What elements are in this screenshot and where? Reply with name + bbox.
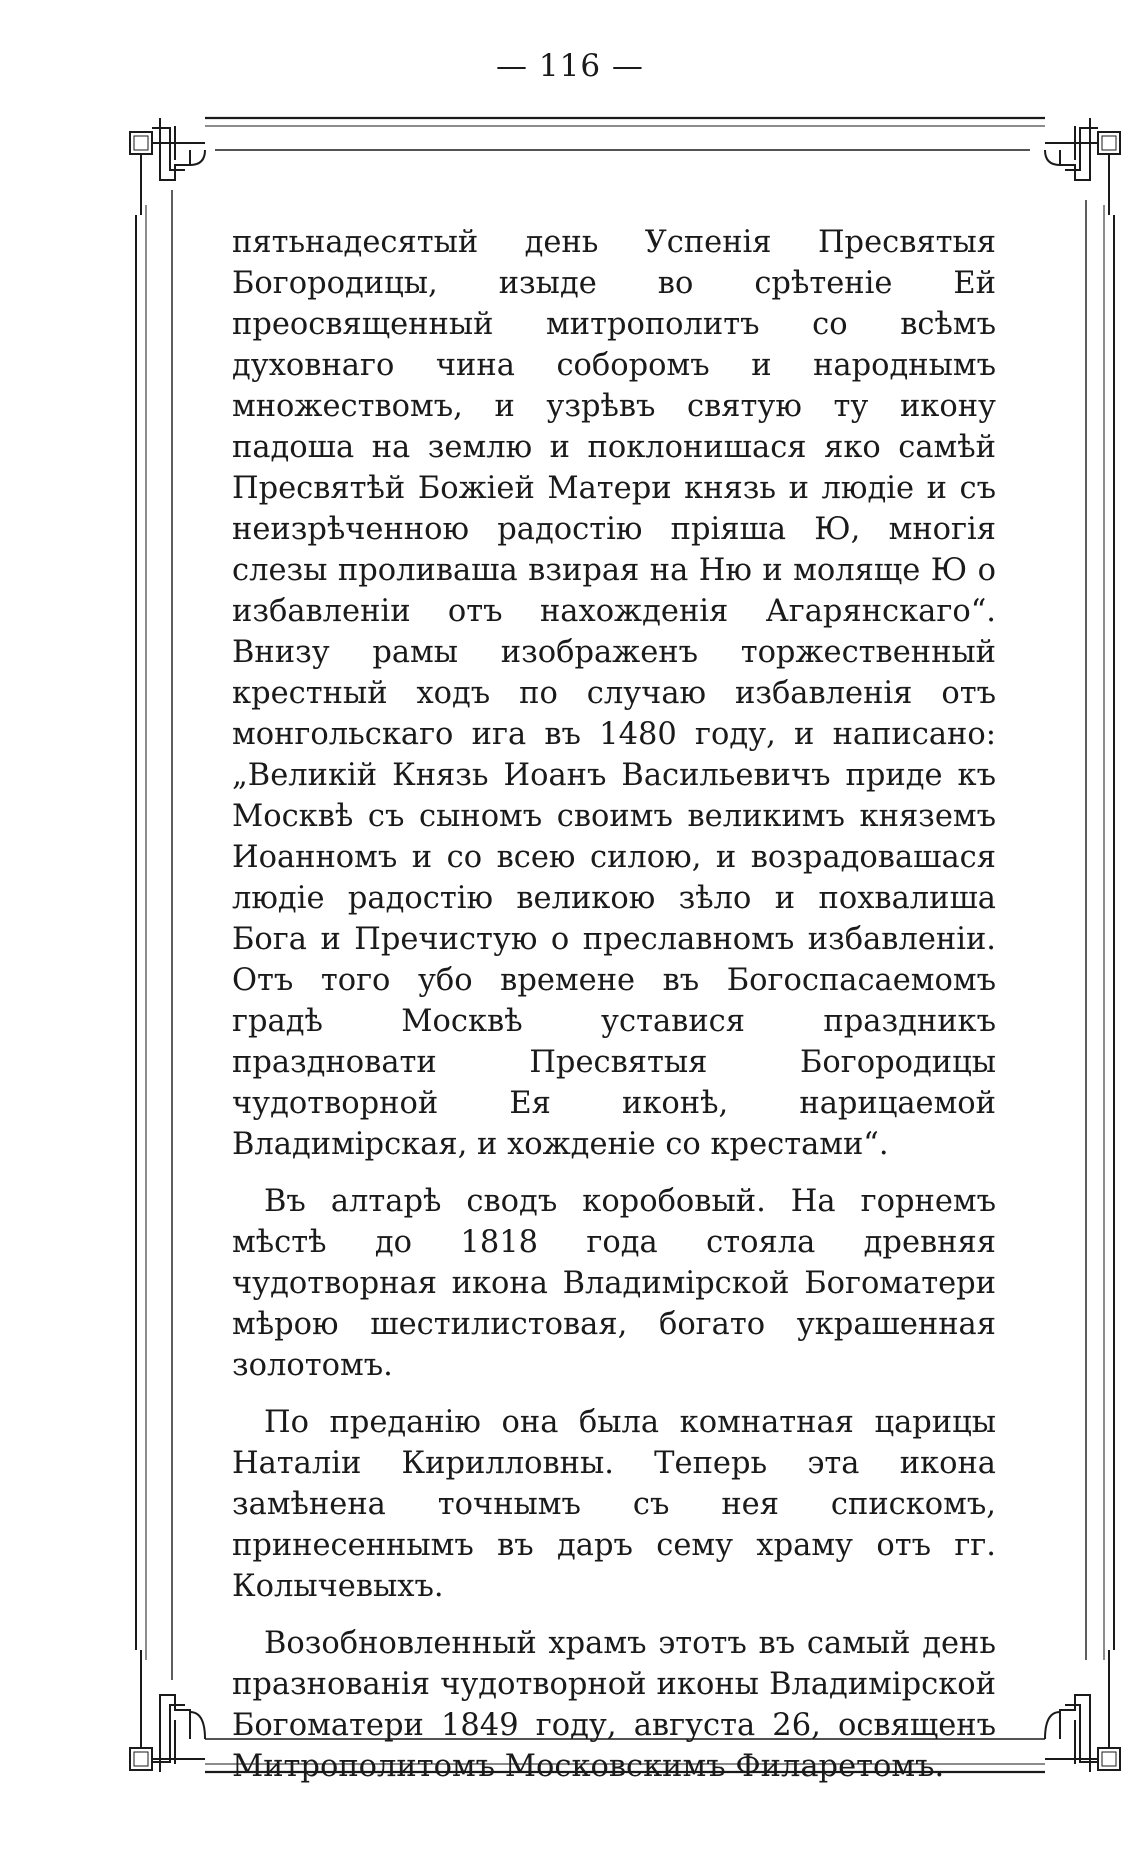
corner-ornament-bottom-left bbox=[130, 1650, 205, 1772]
corner-ornament-top-right bbox=[1045, 118, 1120, 215]
corner-ornament-bottom-right bbox=[1045, 1650, 1120, 1772]
page-number: — 116 — bbox=[496, 48, 644, 84]
paragraph-altar: Въ алтарѣ сводъ коробовый. На горнемъ мѣстѣ до 1818 года стояла древняя чудотворная икона Владимірской Богоматери мѣрою шестилистовая, богато украшенная золотомъ. bbox=[232, 1184, 996, 1383]
paragraph-consecration: Возобновленный храмъ этотъ въ самый день празнованія чудотворной иконы Владимірской Богоматери 1849 году, августа 26, освященъ Митрополитомъ Московскимъ Филаретомъ. bbox=[232, 1626, 996, 1784]
corner-ornament-top-left bbox=[130, 118, 205, 215]
page-text bbox=[232, 222, 996, 1787]
paragraph-tradition: По преданію она была комнатная царицы Наталіи Кирилловны. Теперь эта икона замѣнена точнымъ съ нея спискомъ, принесеннымъ въ даръ сему храму отъ гг. Колычевыхъ. bbox=[232, 1405, 996, 1604]
paragraph-continuation: пятьнадесятый день Успенія Пресвятыя Богородицы, изыде во срѣтеніе Ей преосвященный митрополитъ со всѣмъ духовнаго чина соборомъ и народнымъ множествомъ, и узрѣвъ святую ту икону падоша на землю и поклонишася яко самѣй Пресвятѣй Божіей Матери князь и людіе и съ неизрѣченною радостію пріяша Ю, многія слезы проливаша взирая на Ню и моляще Ю о избавленіи отъ нахожденія Агарянскаго“. Внизу рамы изображенъ торжественный крестный ходъ по случаю избавленія отъ монгольскаго ига въ 1480 году, и написано: „Великій Князь Иоанъ Васильевичъ приде къ Москвѣ съ сыномъ своимъ великимъ княземъ Иоанномъ и со всею силою, и возрадовашася людіе радостію великою зѣло и похвалиша Бога и Пречистую о преславномъ избавленіи. Отъ того убо времене въ Богоспасаемомъ градѣ Москвѣ уставися праздникъ праздновати Пресвятыя Богородицы чудотворной Ея иконѣ, нарицаемой Владимірская, и хожденіе со крестами“. bbox=[232, 225, 996, 1162]
